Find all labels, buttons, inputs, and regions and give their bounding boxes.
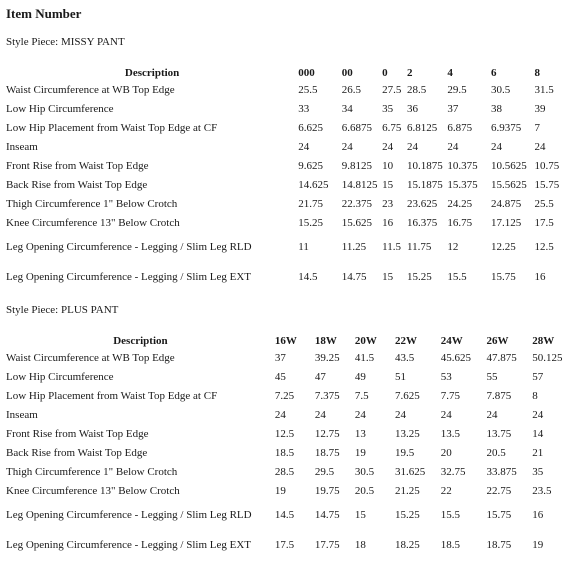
measurement-value: 20.5 [486,446,506,459]
measurement-value: 24 [274,408,286,421]
table-row [6,137,578,156]
measurement-value: 43.5 [394,351,415,364]
measurement-value: 24 [440,408,452,421]
measurement-value: 55 [486,370,498,383]
measurement-value: 15.25 [298,216,323,229]
table-row [6,481,578,500]
measurement-value: 21 [532,446,544,459]
section-gap [6,292,578,304]
measurement-value: 10.1875 [407,159,443,172]
measurement-value: 15.75 [486,509,512,521]
measurement-value: 19 [274,484,286,497]
table-row [6,500,578,530]
measurement-value: 6.9375 [490,121,522,134]
measurement-value: 24 [298,140,310,153]
measurement-value: 15.5625 [490,178,527,191]
measurement-value: 22 [440,484,452,497]
table-row [6,424,578,443]
measurement-value: 13 [354,427,366,440]
table-header-row [6,62,578,80]
spec-sections [6,36,578,560]
measurement-value: 17.125 [490,216,522,229]
measurement-value: 18.5 [274,446,295,459]
measurement-value: 47 [314,370,326,383]
measurement-value: 28.5 [274,465,295,478]
measurement-value: 14 [532,427,544,440]
measurement-value: 15.1875 [407,178,443,191]
measurement-value: 24 [490,140,502,153]
measurement-value: 6.625 [298,121,323,134]
measurement-description: Low Hip Circumference [6,102,114,115]
measurement-value: 7.625 [394,389,420,402]
measurement-description: Knee Circumference 13" Below Crotch [6,216,180,229]
measurement-value: 18 [354,539,366,551]
measurement-value: 16 [534,271,546,283]
measurement-description: Thigh Circumference 1" Below Crotch [6,465,178,478]
measurement-value: 21.75 [298,197,323,210]
measurement-value: 14.5 [274,509,295,521]
table-row [6,405,578,424]
measurement-value: 10.75 [534,159,560,172]
measurement-value: 15.625 [341,216,372,229]
measurement-value: 35 [382,102,394,115]
measurement-value: 18.25 [394,539,420,551]
measurement-value: 14.625 [298,178,329,191]
table-row [6,262,578,292]
measurement-value: 37 [274,351,286,364]
measurement-description: Knee Circumference 13" Below Crotch [6,484,180,497]
table-row [6,232,578,262]
column-header-size: 18W [314,335,337,347]
column-header-size: 0 [382,67,388,79]
table-row [6,213,578,232]
measurement-value: 12.25 [490,241,516,253]
column-header-size: 00 [341,67,353,79]
table-row [6,348,578,367]
measurement-description: Leg Opening Circumference - Legging / Slim Leg RLD [6,509,252,521]
measurement-value: 24 [354,408,366,421]
measurement-value: 17.75 [314,539,340,551]
measurement-value: 12.75 [314,427,340,440]
measurement-value: 27.5 [382,83,402,96]
measurement-description: Low Hip Placement from Waist Top Edge at CF [6,121,218,134]
measurement-value: 12 [447,241,459,253]
measurement-value: 24 [407,140,419,153]
measurement-description: Front Rise from Waist Top Edge [6,159,149,172]
measurement-value: 29.5 [447,83,467,96]
measurement-value: 15.75 [490,271,516,283]
column-header-description: Description [124,67,180,79]
measurement-value: 21.25 [394,484,420,497]
measurement-value: 19 [354,446,366,459]
measurement-value: 8 [532,389,538,402]
measurement-value: 38 [490,102,502,115]
measurement-value: 45 [274,370,286,383]
measurement-value: 31.625 [394,465,426,478]
measurement-value: 6.6875 [341,121,372,134]
style-piece-label: Style Piece: MISSY PANT [6,36,125,48]
measurement-value: 57 [532,370,544,383]
measurement-value: 9.8125 [341,159,372,172]
measurement-value: 6.875 [447,121,473,134]
measurement-value: 17.5 [534,216,554,229]
measurement-value: 24 [486,408,498,421]
measurement-value: 7.5 [354,389,369,402]
column-header-size: 16W [274,335,297,347]
measurement-value: 20.5 [354,484,375,497]
measurement-value: 53 [440,370,452,383]
table-row [6,443,578,462]
document-title: Item Number [6,6,82,21]
measurement-value: 17.5 [274,539,295,551]
measurement-value: 24.875 [490,197,522,210]
table-row [6,99,578,118]
measurement-value: 15.75 [534,178,560,191]
measurement-value: 22.75 [486,484,512,497]
measurement-description: Low Hip Circumference [6,370,114,383]
measurement-value: 15.5 [440,509,460,521]
measurement-value: 16 [382,216,394,229]
measurement-value: 34 [341,102,353,115]
column-header-size: 4 [447,67,453,79]
measurement-value: 14.75 [341,271,367,283]
measurement-value: 25.5 [298,83,318,96]
measurement-value: 7.25 [274,389,295,402]
measurement-value: 24 [534,140,546,153]
measurement-value: 13.75 [486,427,512,440]
measurement-value: 14.8125 [341,178,378,191]
table-row [6,386,578,405]
style-piece-label: Style Piece: PLUS PANT [6,304,119,316]
measurement-value: 10 [382,159,394,172]
measurement-value: 15 [382,271,394,283]
measurement-value: 7.375 [314,389,340,402]
column-header-size: 26W [486,335,509,347]
measurement-value: 13.5 [440,427,460,440]
table-row [6,118,578,137]
measurement-value: 15.375 [447,178,478,191]
measurement-value: 33 [298,102,310,115]
measurement-description: Thigh Circumference 1" Below Crotch [6,197,178,210]
column-header-size: 22W [394,335,417,347]
measurement-value: 11.75 [407,241,432,253]
measurement-value: 15.25 [407,271,432,283]
measurement-value: 24 [341,140,353,153]
measurement-value: 7.875 [486,389,512,402]
measurement-description: Inseam [6,140,38,153]
measurement-value: 18.75 [314,446,340,459]
measurement-value: 39 [534,102,546,115]
measurement-description: Waist Circumference at WB Top Edge [6,83,175,96]
measurement-description: Leg Opening Circumference - Legging / Slim Leg EXT [6,539,251,551]
table-row [6,175,578,194]
table-row [6,530,578,560]
column-header-description: Description [113,335,168,347]
measurement-value: 6.75 [382,121,402,134]
column-header-size: 6 [490,67,497,79]
measurement-value: 9.625 [298,159,323,172]
measurement-value: 16 [532,509,544,521]
measurement-value: 24 [382,140,394,153]
measurement-description: Inseam [6,408,38,421]
measurement-value: 29.5 [314,465,335,478]
measurement-value: 24 [314,408,326,421]
measurement-value: 15 [382,178,394,191]
table-header-row [6,330,578,348]
size-spec-table [6,62,578,292]
measurement-value: 19.75 [314,484,340,497]
table-row [6,462,578,481]
measurement-value: 25.5 [534,197,554,210]
column-header-size: 8 [534,67,540,79]
measurement-value: 11.25 [341,241,367,253]
measurement-value: 12.5 [274,427,295,440]
measurement-value: 37 [447,102,459,115]
measurement-value: 30.5 [354,465,375,478]
measurement-value: 7 [534,121,540,134]
measurement-value: 14.75 [314,509,340,521]
measurement-value: 10.375 [447,159,478,172]
measurement-value: 20 [440,446,452,459]
measurement-value: 18.5 [440,539,460,551]
measurement-value: 24 [394,408,406,421]
measurement-value: 15 [354,509,366,521]
table-row [6,367,578,386]
measurement-value: 23.5 [532,484,552,497]
measurement-value: 10.5625 [490,159,527,172]
measurement-value: 51 [394,370,406,383]
measurement-value: 23.625 [407,197,438,210]
measurement-value: 33.875 [486,465,517,478]
measurement-value: 39.25 [314,351,340,364]
measurement-value: 24 [447,140,459,153]
measurement-value: 14.5 [298,271,318,283]
table-row [6,156,578,175]
measurement-description: Back Rise from Waist Top Edge [6,446,148,459]
measurement-value: 24 [532,408,544,421]
measurement-value: 24.25 [447,197,473,210]
measurement-value: 15.5 [447,271,467,283]
measurement-value: 41.5 [354,351,375,364]
measurement-value: 28.5 [407,83,427,96]
measurement-value: 18.75 [486,539,512,551]
measurement-value: 15.25 [394,509,420,521]
measurement-value: 49 [354,370,366,383]
measurement-description: Low Hip Placement from Waist Top Edge at CF [6,389,218,402]
measurement-value: 31.5 [534,83,554,96]
measurement-value: 35 [532,465,544,478]
column-header-size: 24W [440,335,463,347]
measurement-value: 16.375 [407,216,438,229]
table-row [6,194,578,213]
measurement-description: Back Rise from Waist Top Edge [6,178,148,191]
measurement-value: 12.5 [534,241,554,253]
measurement-value: 23 [382,197,394,210]
measurement-value: 36 [407,102,419,115]
measurement-description: Leg Opening Circumference - Legging / Slim Leg RLD [6,241,252,253]
measurement-value: 26.5 [341,83,361,96]
column-header-size: 000 [298,67,315,79]
measurement-value: 50.125 [532,351,563,364]
measurement-value: 11 [298,241,309,253]
measurement-value: 47.875 [486,351,517,364]
spec-sheet-page [6,6,578,560]
size-spec-table [6,330,578,560]
column-header-size: 2 [407,67,413,79]
measurement-value: 19.5 [394,446,415,459]
measurement-value: 19 [532,539,544,551]
column-header-size: 28W [532,335,555,347]
measurement-value: 11.5 [382,241,401,253]
measurement-value: 13.25 [394,427,420,440]
measurement-value: 32.75 [440,465,466,478]
measurement-description: Leg Opening Circumference - Legging / Slim Leg EXT [6,271,251,283]
measurement-description: Waist Circumference at WB Top Edge [6,351,175,364]
column-header-size: 20W [354,335,377,347]
measurement-value: 6.8125 [407,121,438,134]
measurement-value: 30.5 [490,83,511,96]
table-row [6,80,578,99]
measurement-value: 22.375 [341,197,372,210]
measurement-value: 45.625 [440,351,471,364]
measurement-value: 7.75 [440,389,460,402]
measurement-description: Front Rise from Waist Top Edge [6,427,149,440]
measurement-value: 16.75 [447,216,473,229]
